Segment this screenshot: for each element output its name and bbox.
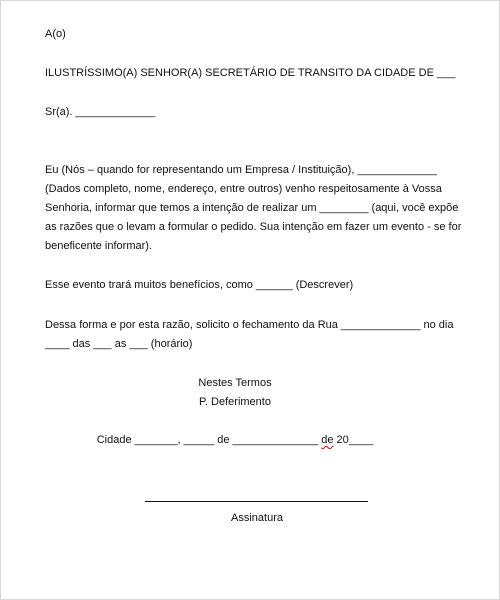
benefits-line: Esse evento trará muitos benefícios, como ______ (Descrever): [45, 279, 354, 291]
signature-label: Assinatura: [231, 512, 283, 524]
date-line-suffix: 20____: [333, 434, 374, 446]
body-line: (Dados completo, nome, endereço, entre outros) venho respeitosamente à Vossa: [45, 183, 442, 195]
greeting-line: Sr(a). _____________: [45, 106, 156, 118]
request-line: Dessa forma e por esta razão, solicito o fechamento da Rua _____________ no dia: [45, 319, 454, 331]
request-line: ____ das ___ as ___ (horário): [45, 338, 193, 350]
spellcheck-flagged-word: de: [321, 434, 334, 446]
closing-deferimento: P. Deferimento: [199, 396, 271, 408]
date-line: [45, 431, 425, 450]
body-line: Eu (Nós – quando for representando um Empresa / Instituição), _____________: [45, 164, 437, 176]
signature-line: [145, 501, 368, 502]
body-line: beneficente informar).: [45, 240, 152, 252]
closing-nestes-termos: Nestes Termos: [198, 377, 272, 389]
body-line: as razões que o levam a formular o pedido. Sua intenção em fazer um evento - se for: [45, 221, 462, 233]
addressee-line: ILUSTRÍSSIMO(A) SENHOR(A) SECRETÁRIO DE TRANSITO DA CIDADE DE ___: [45, 67, 456, 79]
salutation: A(o): [45, 28, 66, 40]
body-line: Senhoria, informar que temos a intenção de realizar um ________ (aqui, você expõe: [45, 202, 459, 214]
date-line-prefix: Cidade _______, _____ de ______________: [96, 434, 322, 446]
